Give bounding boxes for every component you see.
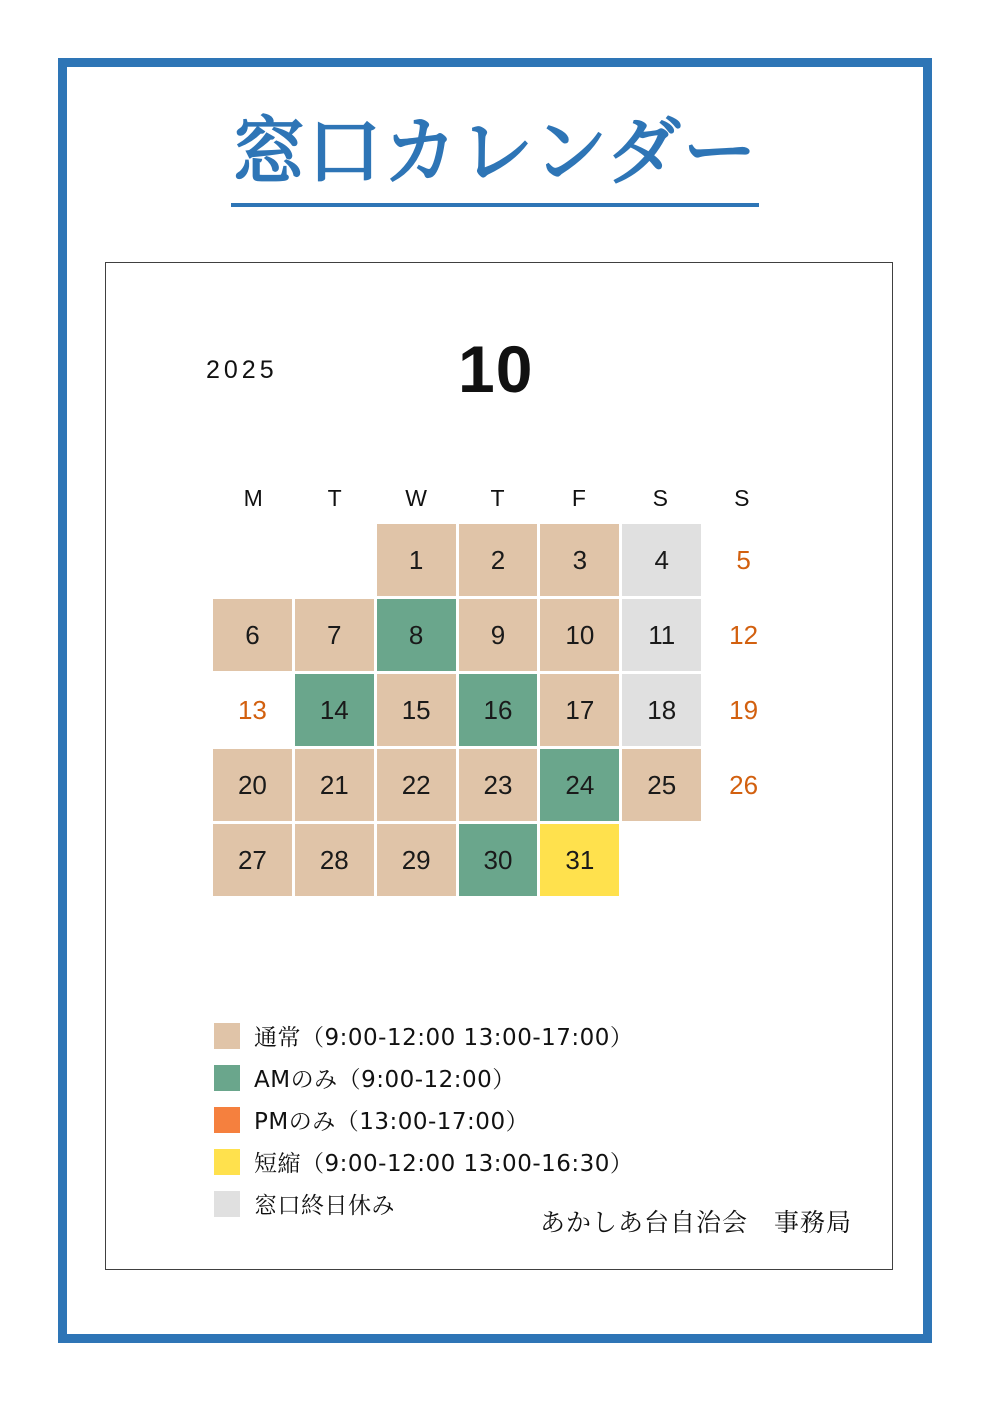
day-of-week-header	[213, 485, 783, 512]
dow-wednesday: W	[405, 485, 428, 511]
calendar-day-cell[interactable]: 1	[377, 524, 456, 596]
calendar-day-cell[interactable]: 12	[729, 619, 759, 650]
calendar-day-cell[interactable]: 15	[377, 674, 456, 746]
calendar-week-row	[213, 824, 783, 896]
calendar-day-cell[interactable]: 13	[237, 694, 267, 725]
calendar-day-cell[interactable]: 9	[459, 599, 538, 671]
calendar-week-row	[213, 749, 783, 821]
calendar-day-cell[interactable]: 19	[729, 694, 759, 725]
dow-thursday: T	[490, 485, 506, 511]
dow-tuesday: T	[327, 485, 343, 511]
calendar-day-cell[interactable]: 31	[540, 824, 619, 896]
calendar-day-cell[interactable]: 10	[540, 599, 619, 671]
legend-label-am_only: AMのみ（9:00-12:00）	[254, 1067, 516, 1093]
legend-item	[214, 1061, 834, 1094]
calendar-day-cell[interactable]: 5	[736, 544, 751, 575]
legend-label-short: 短縮（9:00-12:00 13:00-16:30）	[254, 1151, 634, 1177]
legend-item	[214, 1019, 834, 1052]
legend-swatch-pm_only	[214, 1107, 240, 1133]
calendar-day-cell[interactable]: 17	[540, 674, 619, 746]
legend	[214, 1019, 834, 1229]
calendar-week-row	[213, 524, 783, 596]
calendar-day-cell[interactable]: 16	[459, 674, 538, 746]
dow-saturday: S	[652, 485, 669, 511]
calendar-day-cell[interactable]: 28	[295, 824, 374, 896]
legend-swatch-closed	[214, 1191, 240, 1217]
calendar-empty-cell	[213, 524, 292, 596]
legend-item	[214, 1145, 834, 1178]
legend-label-normal: 通常（9:00-12:00 13:00-17:00）	[254, 1025, 634, 1051]
legend-swatch-short	[214, 1149, 240, 1175]
dow-sunday: S	[734, 485, 751, 511]
legend-swatch-normal	[214, 1023, 240, 1049]
calendar-day-cell[interactable]: 29	[377, 824, 456, 896]
calendar-day-cell[interactable]: 21	[295, 749, 374, 821]
calendar-empty-cell	[295, 524, 374, 596]
calendar-week-row	[213, 599, 783, 671]
month-label: 10	[458, 332, 534, 406]
calendar-empty-cell	[704, 824, 783, 896]
title-container	[100, 109, 890, 207]
calendar-panel	[105, 262, 893, 1270]
legend-swatch-am_only	[214, 1065, 240, 1091]
calendar-day-cell[interactable]: 22	[377, 749, 456, 821]
calendar-day-cell[interactable]: 30	[459, 824, 538, 896]
calendar-week-row	[213, 674, 783, 746]
calendar-day-cell[interactable]: 6	[213, 599, 292, 671]
footer-issuer: あかしあ台自治会 事務局	[539, 1208, 852, 1237]
calendar-day-cell[interactable]: 8	[377, 599, 456, 671]
calendar-day-cell[interactable]: 26	[729, 769, 759, 800]
calendar-day-cell[interactable]: 7	[295, 599, 374, 671]
calendar-empty-cell	[622, 824, 701, 896]
calendar-day-cell[interactable]: 27	[213, 824, 292, 896]
calendar-day-cell[interactable]: 18	[622, 674, 701, 746]
calendar-day-cell[interactable]: 24	[540, 749, 619, 821]
calendar-grid	[213, 485, 783, 899]
calendar-day-cell[interactable]: 3	[540, 524, 619, 596]
calendar-day-cell[interactable]: 14	[295, 674, 374, 746]
year-label: 2025	[206, 356, 278, 384]
calendar-day-cell[interactable]: 4	[622, 524, 701, 596]
legend-label-closed: 窓口終日休み	[254, 1193, 395, 1219]
legend-label-pm_only: PMのみ（13:00-17:00）	[254, 1109, 530, 1135]
legend-item	[214, 1103, 834, 1136]
calendar-day-cell[interactable]: 23	[459, 749, 538, 821]
calendar-day-cell[interactable]: 11	[622, 599, 701, 671]
dow-friday: F	[571, 485, 587, 511]
dow-monday: M	[243, 485, 264, 511]
calendar-day-cell[interactable]: 25	[622, 749, 701, 821]
page-title: 窓口カレンダー	[231, 112, 758, 207]
calendar-day-cell[interactable]: 20	[213, 749, 292, 821]
calendar-day-cell[interactable]: 2	[459, 524, 538, 596]
